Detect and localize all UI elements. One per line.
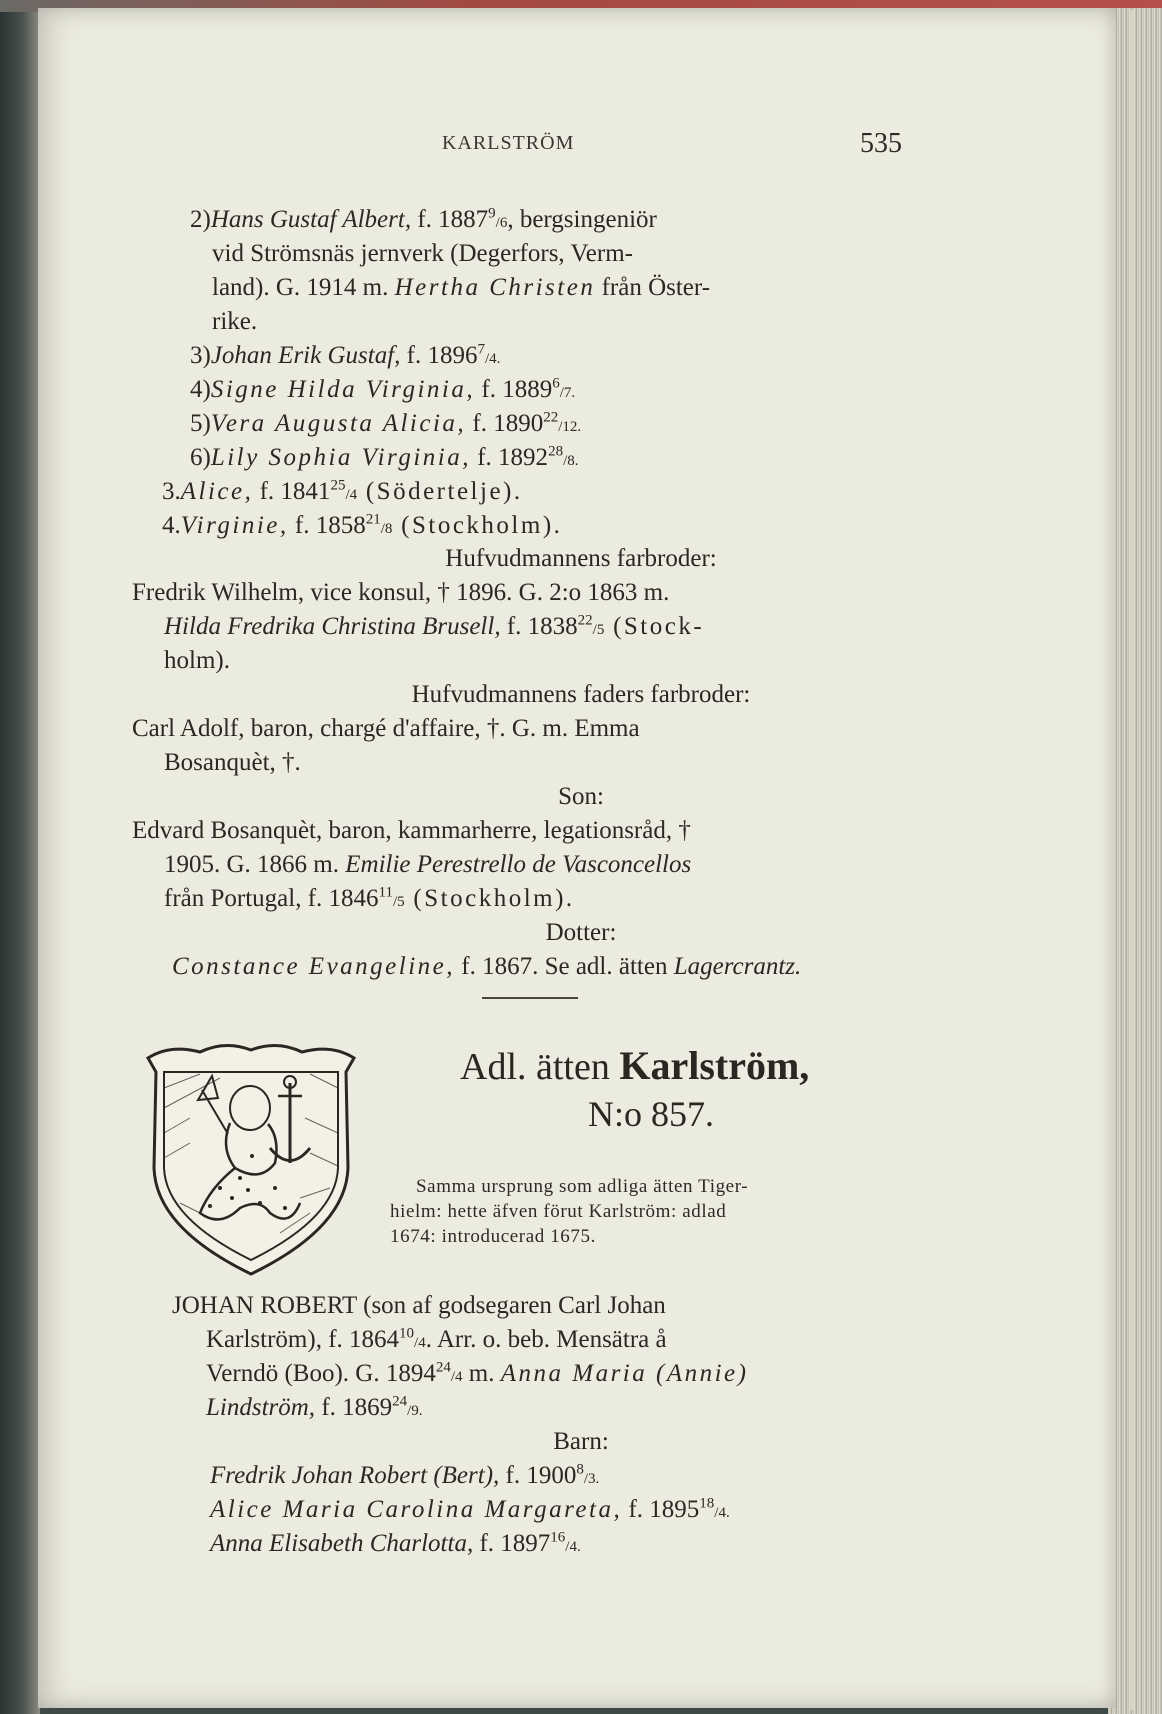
child-item: Anna Elisabeth Charlotta, f. 1897$^{16}$/4. — [210, 1529, 581, 1557]
heading-children: Barn: — [553, 1428, 609, 1455]
section-divider — [482, 997, 578, 999]
entry-hans-line2: vid Strömsnäs jernverk (Degerfors, Verm- — [212, 240, 633, 267]
son-line1: Edvard Bosanquèt, baron, kammarherre, legationsråd, † — [132, 817, 691, 844]
head-line3: Verndö (Boo). G. 1894$^{24}$/4 m. Anna Maria (Annie) — [206, 1359, 749, 1387]
entry-signe: 4)Signe Hilda Virginia, f. 1889$^6$/7. — [190, 375, 576, 403]
family-note-line1: Samma ursprung som adliga ätten Tiger- — [416, 1176, 749, 1197]
son-line2: 1905. G. 1866 m. Emilie Perestrello de Vasconcellos — [164, 851, 692, 878]
family-number: N:o 857. — [588, 1094, 714, 1134]
heading-son: Son: — [558, 783, 604, 810]
entry-hans-line4: rike. — [212, 308, 258, 335]
entry-johan: 3)Johan Erik Gustaf, f. 1896$^7$/4. — [190, 341, 501, 369]
running-head — [0, 128, 1162, 164]
entry-hans-line3: land). G. 1914 m. Hertha Christen från Öster- — [212, 274, 711, 301]
granduncle-line2: Bosanquèt, †. — [164, 749, 301, 776]
entry-hans: 2)Hans Gustaf Albert, f. 1887$^9$/6, bergsingeniör — [190, 205, 657, 233]
entry-lily: 6)Lily Sophia Virginia, f. 1892$^{28}$/8. — [190, 443, 579, 471]
granduncle-line1: Carl Adolf, baron, chargé d'affaire, †. G. m. Emma — [132, 715, 640, 742]
head-line4: Lindström, f. 1869$^{24}$/9. — [206, 1393, 423, 1421]
uncle-line3: holm). — [164, 647, 230, 674]
uncle-line1: Fredrik Wilhelm, vice konsul, † 1896. G. 2:o 1863 m. — [132, 579, 670, 606]
page-number: 535 — [860, 128, 902, 159]
head-line1: JOHAN ROBERT (son af godsegaren Carl Johan — [172, 1292, 666, 1319]
heading-uncle: Hufvudmannens farbroder: — [445, 545, 717, 572]
running-title: KARLSTRÖM — [442, 132, 575, 154]
heading-granduncle: Hufvudmannens faders farbroder: — [411, 681, 751, 708]
entry-vera: 5)Vera Augusta Alicia, f. 1890$^{22}$/12. — [190, 409, 582, 437]
son-line3: från Portugal, f. 1846$^{11}$/5 (Stockholm). — [164, 884, 575, 912]
family-note-line3: 1674: introducerad 1675. — [390, 1226, 596, 1247]
child-item: Alice Maria Carolina Margareta, f. 1895$^{18}$/4. — [210, 1495, 730, 1523]
head-line2: Karlström), f. 1864$^{10}$/4. Arr. o. beb. Mensätra å — [206, 1325, 667, 1353]
daughter-line: Constance Evangeline, f. 1867. Se adl. ätten Lagercrantz. — [172, 953, 802, 980]
child-item: Fredrik Johan Robert (Bert), f. 1900$^8$/3. — [210, 1461, 600, 1489]
entry-virginie: 4.Virginie, f. 1858$^{21}$/8 (Stockholm). — [162, 511, 563, 539]
heading-daughter: Dotter: — [545, 919, 617, 946]
entry-alice: 3.Alice, f. 1841$^{25}$/4 (Södertelje). — [162, 477, 523, 505]
family-note-line2: hielm: hette äfven förut Karlström: adlad — [390, 1201, 727, 1222]
uncle-line2: Hilda Fredrika Christina Brusell, f. 1838$^{22}$/5 (Stock- — [164, 612, 705, 640]
page-edges — [1108, 8, 1162, 1714]
family-title: Adl. ätten Karlström, — [460, 1043, 810, 1088]
coat-of-arms-icon — [140, 1038, 362, 1278]
